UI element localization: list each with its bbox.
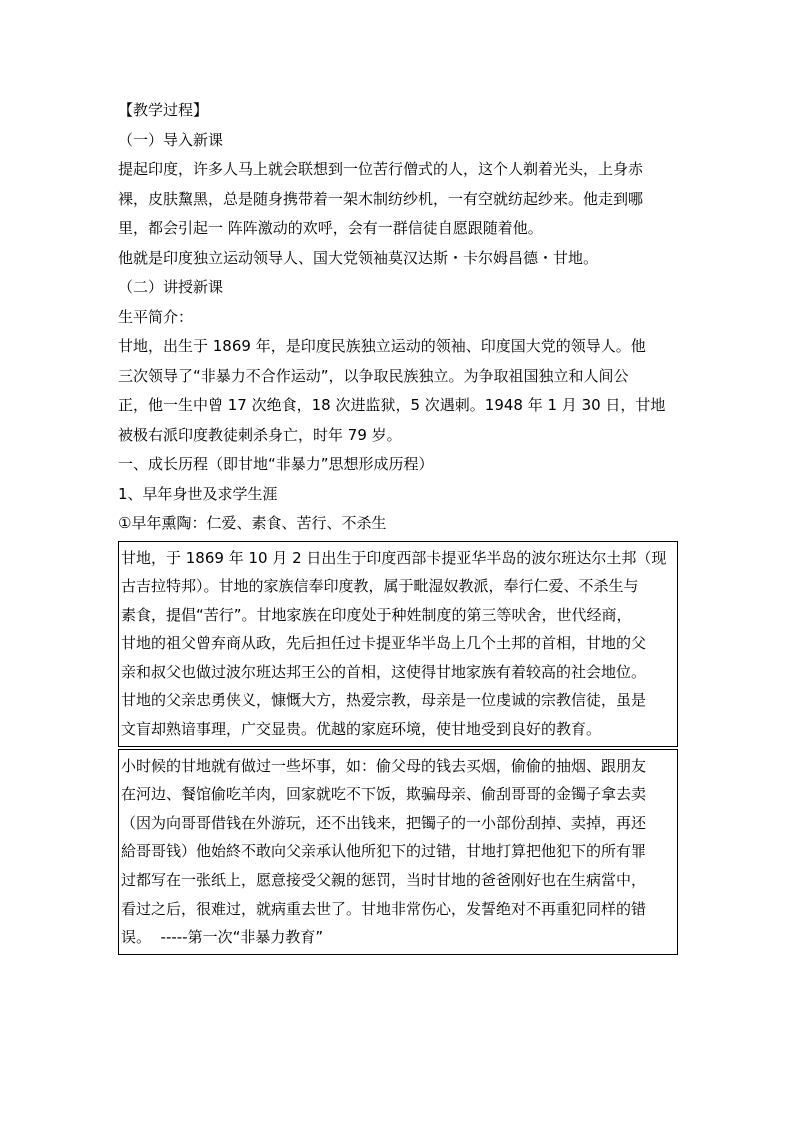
box-line: 过都写在一张纸上，愿意接受父親的惩罚，当时甘地的爸爸刚好也在生病當中，	[121, 871, 647, 890]
document-page	[118, 96, 678, 955]
intro-line: 他就是印度独立运动领导人、国大党领袖莫汉达斯・卡尔姆昌德・甘地。	[118, 248, 599, 267]
intro-line: 提起印度，许多人马上就会联想到一位苦行僧式的人，这个人剃着光头，上身赤	[118, 160, 644, 178]
bio-paragraph	[118, 332, 678, 450]
bio-label: 生平简介：	[118, 307, 194, 326]
intro-line: 里，都会引起一 阵阵激动的欢呼，会有一群信徒自愿跟随着他。	[118, 219, 543, 237]
bio-line: 被极右派印度教徒刺杀身亡，时年 79 岁。	[118, 425, 402, 444]
family-background-box	[118, 541, 678, 747]
bio-line: 正，他一生中曾 17 次绝食，18 次进监狱，5 次遇刺。1948 年 1 月 30 日，甘地	[118, 396, 666, 414]
lesson-heading: 【教学过程】	[118, 101, 209, 119]
box-line: 在河边、餐馆偷吃羊肉，回家就吃不下饭，欺骗母亲、偷刮哥哥的金镯子拿去卖	[121, 785, 647, 804]
intro-paragraph	[118, 155, 678, 273]
box-line: 亲和叔父也做过波尔班达邦王公的首相，这使得甘地家族有着较高的社会地位。	[121, 662, 647, 681]
box-line: 古吉拉特邦）。甘地的家族信奉印度教，属于毗湿奴教派，奉行仁爱、不杀生与	[121, 577, 639, 596]
box-line: 小时候的甘地就有做过一些坏事，如：偷父母的钱去买烟，偷偷的抽烟、跟朋友	[121, 756, 647, 775]
box-line: 甘地，于 1869 年 10 月 2 日出生于印度西部卡提亚华半岛的波尔班达尔土邦（现	[121, 548, 667, 567]
part-growth-title: 一、成长历程（即甘地“非暴力”思想形成历程）	[118, 455, 434, 473]
bio-line: 甘地，出生于 1869 年，是印度民族独立运动的领袖、印度国大党的领导人。他	[118, 337, 646, 355]
subsection-early-life-title: 1、早年身世及求学生涯	[118, 484, 278, 503]
box-line: 給哥哥钱）他始終不敢向父亲承认他所犯下的过错，甘地打算把他犯下的所有罪	[121, 842, 647, 861]
childhood-story-box	[118, 749, 678, 955]
bio-line: 三次领导了“非暴力不合作运动”，以争取民族独立。为争取祖国独立和人间公	[118, 366, 629, 385]
point-early-influence-title: ①早年熏陶：仁爱、素食、苦行、不杀生	[118, 514, 387, 532]
box-line: 甘地的祖父曾弃商从政，先后担任过卡提亚华半岛上几个土邦的首相，甘地的父	[121, 634, 647, 653]
box-line: 甘地的父亲忠勇侠义，慷慨大方，热爱宗教，母亲是一位虔诚的宗教信徒，虽是	[121, 691, 647, 710]
section-intro-title: （一）导入新课	[118, 130, 224, 149]
box-line: 误。 -----第一次“非暴力教育”	[121, 928, 324, 947]
intro-line: 裸，皮肤黧黑，总是随身携带着一架木制纺纱机，一有空就纺起纱来。他走到哪	[118, 189, 644, 208]
box-line: （因为向哥哥借钱在外游玩，还不出钱来，把镯子的一小部份刮掉、卖掉，再还	[121, 813, 647, 832]
section-lecture-title: （二）讲授新课	[118, 278, 224, 296]
box-line: 素食，提倡“苦行”。甘地家族在印度处于种姓制度的第三等吠舍，世代经商，	[121, 605, 632, 624]
box-line: 看过之后，很难过，就病重去世了。甘地非常伤心，发誓绝对不再重犯同样的错	[121, 899, 647, 918]
box-line: 文盲却熟谙事理，广交显贵。优越的家庭环境，使甘地受到良好的教育。	[121, 720, 602, 739]
